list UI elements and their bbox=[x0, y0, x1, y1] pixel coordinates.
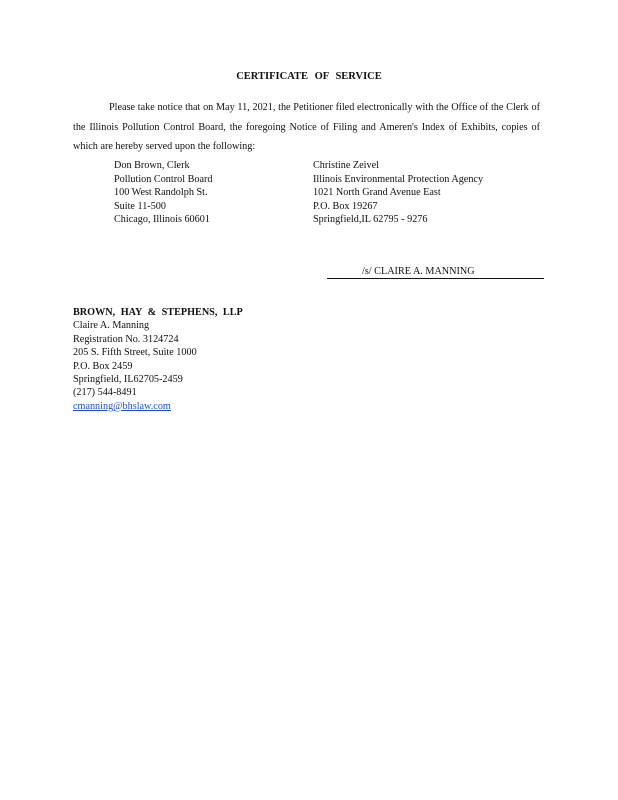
signature-line bbox=[327, 265, 544, 279]
email-link[interactable]: cmanning@bhslaw.com bbox=[73, 400, 171, 412]
address-line: P.O. Box 19267 bbox=[313, 200, 378, 212]
attorney-name: Claire A. Manning bbox=[73, 320, 150, 332]
address-line: Chicago, Illinois 60601 bbox=[114, 214, 210, 226]
address-line: Suite 11-500 bbox=[114, 200, 166, 212]
address-line: 1021 North Grand Avenue East bbox=[313, 187, 441, 199]
address-line: Don Brown, Clerk bbox=[114, 160, 190, 171]
firm-street-address: 205 S. Fifth Street, Suite 1000 bbox=[73, 347, 197, 359]
address-line: Christine Zeivel bbox=[313, 160, 379, 171]
registration-number: Registration No. 3124724 bbox=[73, 333, 179, 345]
firm-name: BROWN, HAY & STEPHENS, LLP bbox=[73, 307, 243, 318]
firm-signature-block bbox=[73, 306, 243, 413]
document-title: CERTIFICATE OF SERVICE bbox=[236, 71, 382, 82]
address-line: Springfield,IL 62795 - 9276 bbox=[313, 214, 428, 226]
firm-phone: (217) 544-8491 bbox=[73, 387, 137, 399]
firm-city: Springfield, IL62705-2459 bbox=[73, 374, 183, 386]
recipient-clerk-address bbox=[114, 159, 212, 227]
firm-po-box: P.O. Box 2459 bbox=[73, 360, 133, 372]
address-line: Pollution Control Board bbox=[114, 173, 213, 185]
notice-text: Please take notice that on May 11, 2021, the Petitioner filed electronically with the Office of the Clerk of the Illinois Pollution Control Board, the foregoing Notice of Filing and Ameren's Index of Exhibits, copies of which are hereby served upon the following: bbox=[73, 102, 540, 152]
address-line: 100 West Randolph St. bbox=[114, 187, 208, 199]
notice-paragraph bbox=[73, 98, 540, 157]
address-line: Illinois Environmental Protection Agency bbox=[313, 173, 484, 185]
recipient-iepa-address bbox=[313, 159, 483, 227]
signature-text: /s/ CLAIRE A. MANNING bbox=[362, 266, 475, 277]
